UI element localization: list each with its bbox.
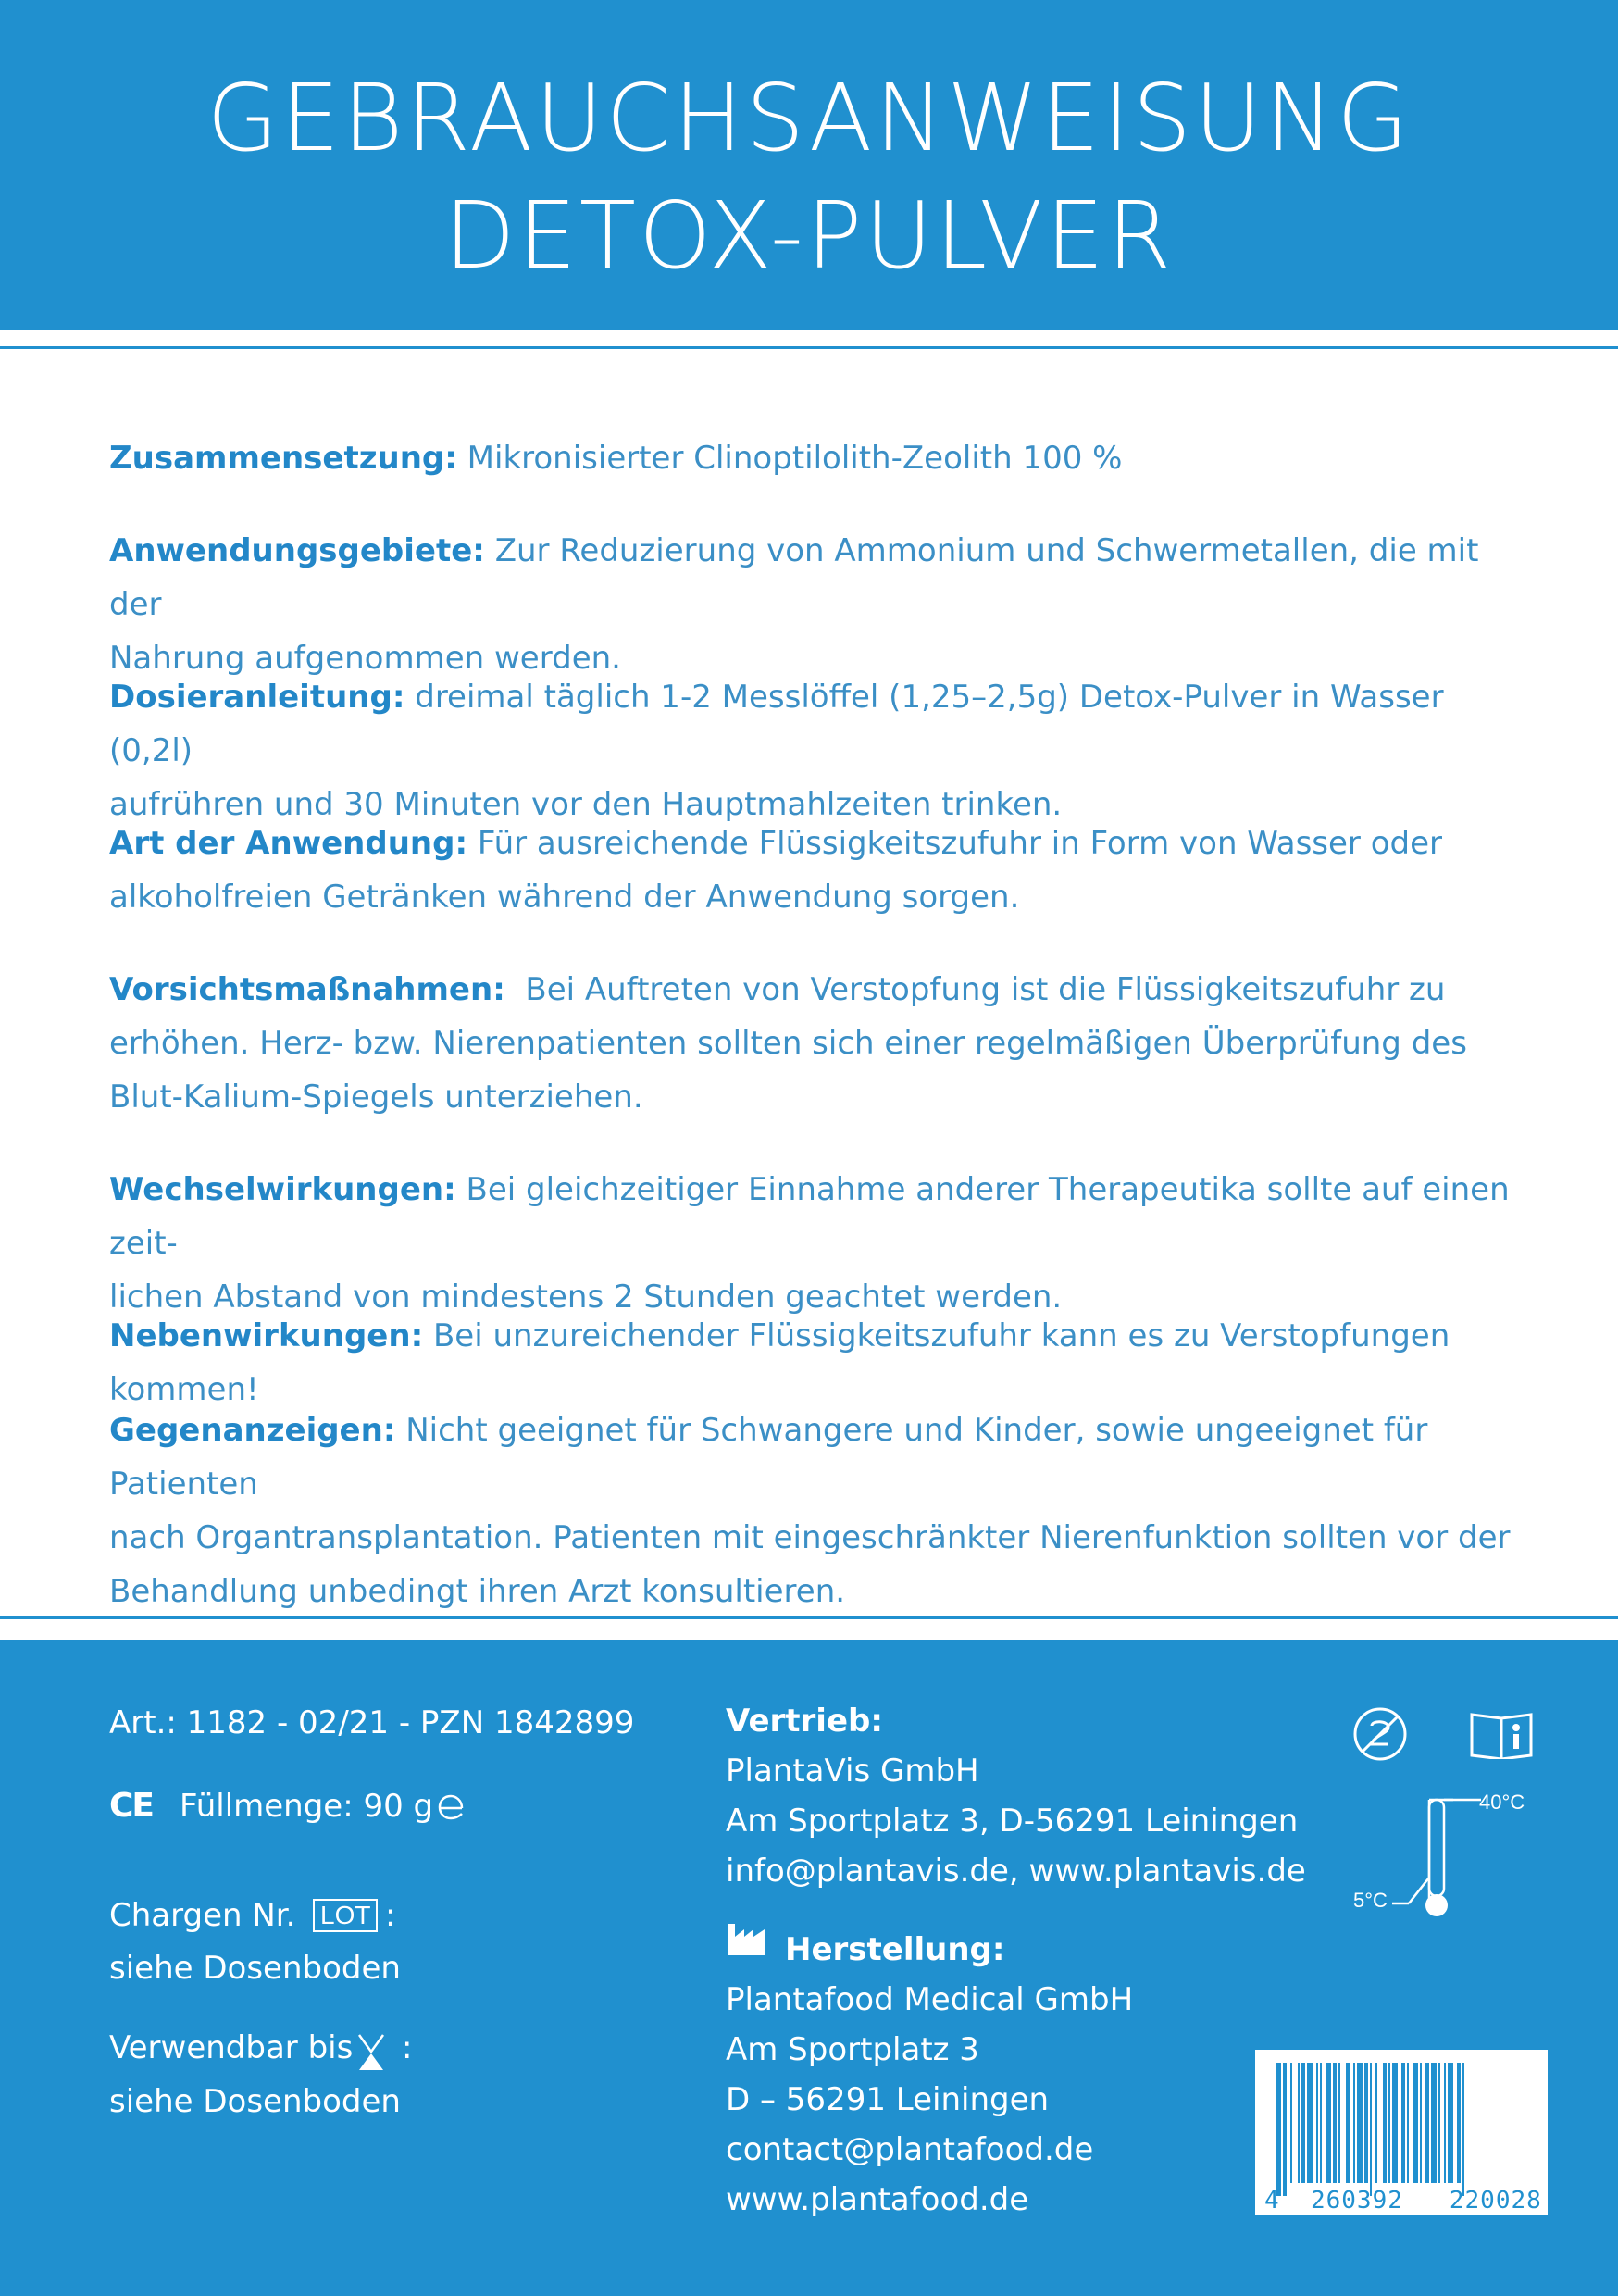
manufacturer-email: contact@plantafood.de — [726, 2131, 1094, 2168]
section-composition — [109, 431, 1525, 485]
batch-label: Chargen Nr. — [109, 1897, 296, 1934]
title-line-1: GEBRAUCHSANWEISUNG — [206, 64, 1412, 172]
section-text: dreimal täglich 1-2 Messlöffel (1,25–2,5g) Detox-Pulver in Wasser (0,2l) — [109, 679, 1444, 769]
manufacturer-heading: Herstellung: — [785, 1931, 1005, 1968]
barcode-bar — [1383, 2063, 1387, 2183]
barcode-digits-group1: 260392 — [1310, 2187, 1403, 2215]
section-text: Blut-Kalium-Spiegels unterziehen. — [109, 1079, 643, 1116]
footer-divider — [0, 1616, 1618, 1619]
barcode-bar — [1301, 2063, 1305, 2183]
temperature-min: 5°C — [1353, 1889, 1388, 1912]
barcode-bar — [1283, 2063, 1287, 2196]
barcode-bar — [1290, 2063, 1292, 2183]
expiry-label: Verwendbar bis — [109, 2029, 354, 2066]
batch-colon: : — [385, 1897, 396, 1934]
temperature-max: 40°C — [1479, 1791, 1525, 1814]
expiry-colon: : — [402, 2029, 413, 2066]
barcode-digits — [1264, 2187, 1542, 2215]
section-application — [109, 817, 1525, 924]
barcode-bar — [1462, 2063, 1464, 2196]
barcode-bar — [1364, 2063, 1368, 2183]
consult-instructions-icon — [1470, 1711, 1533, 1763]
do-not-reuse-icon — [1351, 1705, 1409, 1766]
section-text: Bei gleichzeitiger Einnahme anderer Therapeutika sollte auf einen zeit- — [109, 1171, 1510, 1262]
section-text: aufrühren und 30 Minuten vor den Hauptmahlzeiten trinken. — [109, 786, 1063, 823]
distribution-address: Am Sportplatz 3, D-56291 Leiningen — [726, 1803, 1299, 1840]
section-text: Nicht geeignet für Schwangere und Kinder, sowie ungeeignet für Patienten — [109, 1412, 1428, 1503]
barcode-bar — [1425, 2063, 1429, 2183]
section-label: Anwendungsgebiete: — [109, 532, 485, 569]
ce-mark: CE — [109, 1787, 154, 1825]
barcode-bar — [1413, 2063, 1418, 2183]
barcode-bar — [1431, 2063, 1437, 2183]
barcode-bar — [1392, 2063, 1398, 2183]
hourglass-icon — [355, 2033, 387, 2076]
barcode-bar — [1346, 2063, 1350, 2183]
barcode-bar — [1333, 2063, 1337, 2183]
barcode-digit-first: 4 — [1264, 2187, 1280, 2215]
barcode-bar — [1353, 2063, 1355, 2183]
barcode-bar — [1448, 2063, 1453, 2183]
barcode-bar — [1298, 2063, 1300, 2183]
barcode-bar — [1276, 2063, 1281, 2196]
distribution-heading: Vertrieb: — [726, 1703, 883, 1740]
title-line-2: DETOX-PULVER — [443, 181, 1175, 290]
barcode-digits-group2: 220028 — [1449, 2187, 1542, 2215]
section-label: Wechselwirkungen: — [109, 1171, 456, 1208]
barcode-bar — [1338, 2063, 1340, 2183]
distribution-company: PlantaVis GmbH — [726, 1753, 979, 1790]
section-text: Mikronisierter Clinoptilolith-Zeolith 100 % — [467, 440, 1123, 477]
section-contraindications — [109, 1404, 1525, 1618]
e-mark-icon — [435, 1792, 467, 1826]
header-divider — [0, 346, 1618, 349]
section-text: Behandlung unbedingt ihren Arzt konsultieren. — [109, 1573, 846, 1610]
section-text: Bei Auftreten von Verstopfung ist die Flüssigkeitszufuhr zu — [525, 971, 1446, 1008]
barcode-bar — [1420, 2063, 1422, 2183]
section-side-effects — [109, 1309, 1525, 1416]
barcode-bar — [1388, 2063, 1390, 2183]
section-label: Art der Anwendung: — [109, 825, 468, 862]
section-indications — [109, 524, 1525, 685]
barcode-bar — [1320, 2063, 1322, 2183]
barcode-bar — [1375, 2063, 1377, 2183]
section-dosage — [109, 670, 1525, 831]
manufacturer-company: Plantafood Medical GmbH — [726, 1981, 1134, 2018]
barcode-bar — [1316, 2063, 1318, 2183]
distribution-contact: info@plantavis.de, www.plantavis.de — [726, 1853, 1306, 1890]
barcode-bar — [1401, 2063, 1405, 2183]
factory-icon — [728, 1920, 765, 1959]
section-precautions — [109, 963, 1525, 1124]
barcode-bar — [1438, 2063, 1440, 2183]
section-text: Nahrung aufgenommen werden. — [109, 640, 621, 677]
barcode-bar — [1444, 2063, 1446, 2183]
barcode-bar — [1370, 2063, 1372, 2196]
section-text: alkoholfreien Getränken während der Anwendung sorgen. — [109, 879, 1020, 916]
section-text: nach Organtransplantation. Patienten mit eingeschränkter Nierenfunktion sollten vor der — [109, 1519, 1511, 1556]
section-text: erhöhen. Herz- bzw. Nierenpatienten sollten sich einer regelmäßigen Überprüfung des — [109, 1025, 1467, 1062]
lot-symbol-icon — [313, 1899, 378, 1932]
temperature-limit-icon — [1388, 1792, 1490, 1926]
batch-value: siehe Dosenboden — [109, 1950, 401, 1987]
manufacturer-city: D – 56291 Leiningen — [726, 2081, 1050, 2118]
section-text: Zur Reduzierung von Ammonium und Schwermetallen, die mit der — [109, 532, 1479, 623]
barcode-bar — [1357, 2063, 1363, 2183]
section-label: Gegenanzeigen: — [109, 1412, 396, 1449]
section-text: lichen Abstand von mindestens 2 Stunden geachtet werden. — [109, 1279, 1063, 1316]
header-band — [0, 0, 1618, 330]
lot-symbol-text: LOT — [313, 1899, 378, 1932]
manufacturer-website: www.plantafood.de — [726, 2181, 1029, 2218]
section-text: Für ausreichende Flüssigkeitszufuhr in Form von Wasser oder — [477, 825, 1442, 862]
fill-amount: Füllmenge: 90 g — [180, 1788, 434, 1825]
section-label: Nebenwirkungen: — [109, 1317, 424, 1354]
section-label: Dosieranleitung: — [109, 679, 405, 716]
section-interactions — [109, 1163, 1525, 1324]
barcode-bar — [1326, 2063, 1331, 2183]
article-number: Art.: 1182 - 02/21 - PZN 1842899 — [109, 1704, 635, 1741]
barcode-bar — [1307, 2063, 1313, 2183]
barcode-bar — [1457, 2063, 1461, 2183]
section-label: Vorsichtsmaßnahmen: — [109, 971, 505, 1008]
section-label: Zusammensetzung: — [109, 440, 457, 477]
manufacturer-street: Am Sportplatz 3 — [726, 2031, 979, 2068]
expiry-value: siehe Dosenboden — [109, 2083, 401, 2120]
section-text: Bei unzureichender Flüssigkeitszufuhr kann es zu Verstopfungen kommen! — [109, 1317, 1450, 1408]
barcode-bar — [1407, 2063, 1409, 2183]
